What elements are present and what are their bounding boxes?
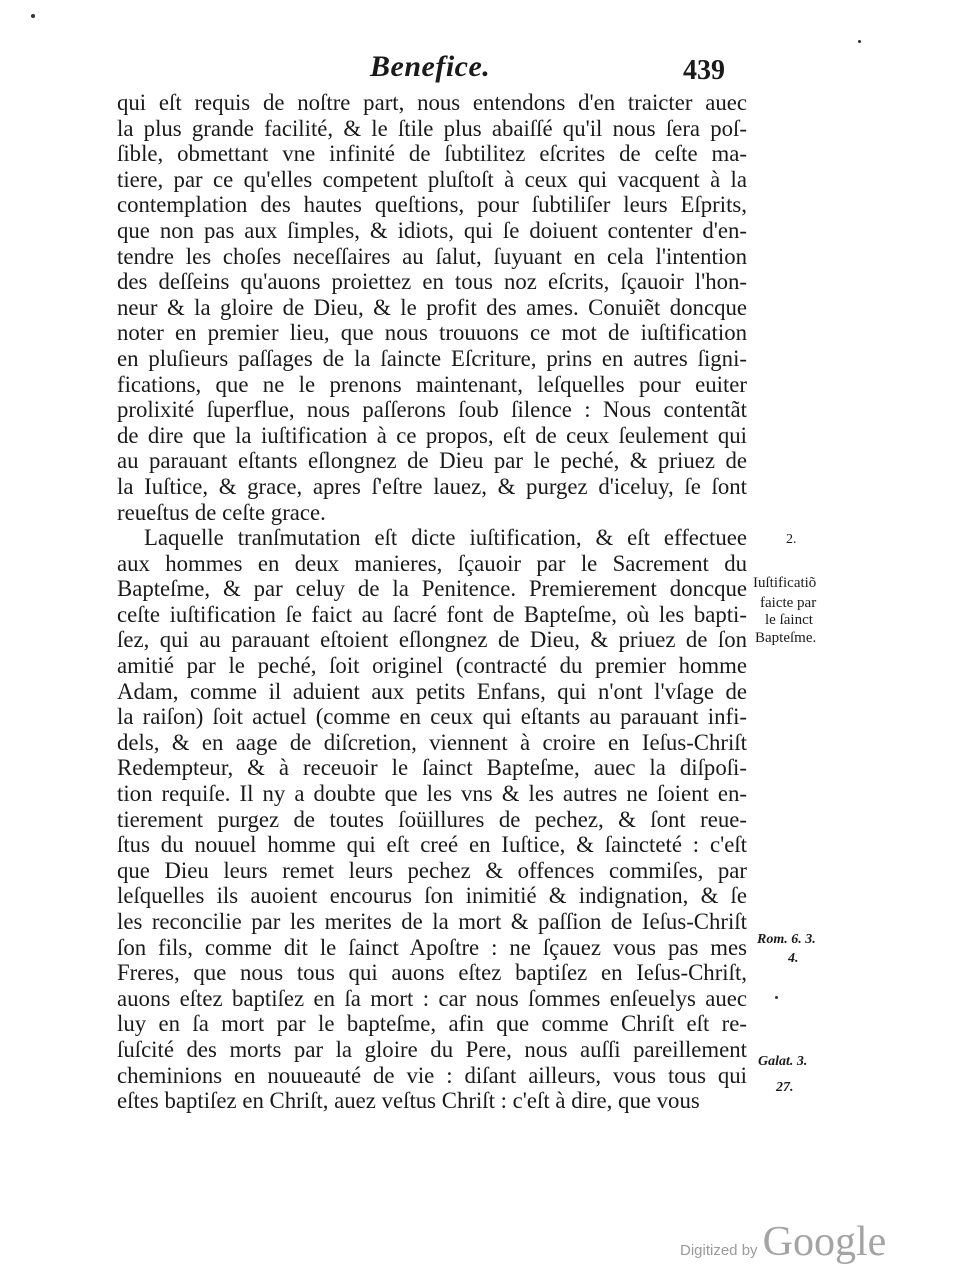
text-line: tierement purgez de toutes ſoüillures de pechez, & ſont reue- [117, 806, 747, 832]
text-line: luy en ſa mort par le bapteſme, afin que comme Chriſt eſt re- [117, 1011, 747, 1037]
text-line: qui eſt requis de noſtre part, nous entendons d'en traicter auec [117, 90, 747, 115]
text-line: dels, & en aage de diſcretion, viennent à croire en Ieſus-Chriſt [117, 729, 747, 755]
margin-heading-line-4: Bapteſme. [755, 630, 817, 646]
text-line: en pluſieurs paſſages de la ſaincte Eſcriture, prins en autres ſigni- [117, 345, 747, 371]
text-line: Freres, que nous tous qui auons eſtez baptiſez en Ieſus-Chriſt, [117, 960, 747, 986]
text-line: prolixité ſuperflue, nous paſſerons ſoub ſilence : Nous contentãt [117, 397, 747, 423]
page-number: 439 [683, 55, 725, 86]
text-line: que Dieu leurs remet leurs pechez & offences commiſes, par [117, 857, 747, 883]
margin-reference-galatians: Galat. 3. [758, 1054, 808, 1069]
text-line: les reconcilie par les merites de la mort & paſſion de Ieſus-Chriſt [117, 909, 747, 934]
text-line: la plus grande facilité, & le ſtile plus abaiſſé qu'il nous ſera poſ- [117, 115, 747, 141]
text-line: ceſte iuſtification ſe faict au ſacré font de Bapteſme, où les bapti- [117, 601, 747, 627]
text-line: cheminions en nouueauté de vie : diſant ailleurs, vous tous qui [117, 1062, 747, 1088]
text-line: tiere, par ce qu'elles competent pluſtoſt à ceux qui vacquent à la [117, 166, 747, 192]
text-line: la Iuſtice, & grace, apres ſ'eſtre lauez, & purgez d'iceluy, ſe ſont [117, 473, 747, 499]
digitized-watermark [680, 1218, 886, 1266]
text-line: Adam, comme il aduient aux petits Enfans, qui n'ont l'vſage de [117, 678, 747, 704]
text-line: amitié par le peché, ſoit originel (contracté du premier homme [117, 653, 747, 679]
watermark-prefix: Digitized by [680, 1242, 758, 1259]
margin-heading-line-1: Iuſtificatiõ [753, 575, 817, 591]
text-line: aux hommes en deux manieres, ſçauoir par le Sacrement du [117, 550, 747, 576]
text-line: reueſtus de ceſte grace. [117, 499, 326, 525]
text-line: Laquelle tranſmutation eſt dicte iuſtification, & eſt effectuee [144, 525, 747, 551]
text-line: leſquelles ils auoient encourus ſon inimitié & indignation, & ſe [117, 883, 747, 909]
scan-speck [858, 40, 861, 43]
text-line: noter en premier lieu, que nous trouuons ce mot de iuſtification [117, 320, 747, 346]
margin-reference-romans-verse: 4. [788, 951, 799, 966]
text-line: ſuſcité des morts par la gloire du Pere, nous auſſi pareillement [117, 1036, 747, 1062]
running-head-title: Benefice. [370, 50, 491, 83]
text-line: fications, que ne le prenons maintenant, leſquelles pour euiter [117, 371, 747, 397]
watermark-brand: Google [762, 1219, 887, 1265]
text-line: de dire que la iuſtification à ce propos, eſt de ceux ſeulement qui [117, 422, 747, 448]
text-line: des deſſeins qu'auons proiettez en tous noz eſcrits, ſçauoir l'hon- [117, 269, 747, 295]
text-line: neur & la gloire de Dieu, & le profit des ames. Conuiẽt doncque [117, 294, 747, 320]
body-text [117, 90, 747, 1114]
text-line: auons eſtez baptiſez en ſa mort : car nous ſommes enſeuelys auec [117, 985, 747, 1011]
text-line: la raiſon) ſoit actuel (comme en ceux qui eſtants au parauant infi- [117, 704, 747, 730]
margin-section-number: 2. [786, 532, 797, 547]
text-line: ſible, obmettant vne infinité de ſubtilitez eſcrites de ceſte ma- [117, 141, 747, 167]
text-line: eſtes baptiſez en Chriſt, auez veſtus Chriſt : c'eſt à dire, que vous [117, 1088, 700, 1114]
scan-speck [31, 14, 35, 18]
text-line: au parauant eſtants eſlongnez de Dieu par le peché, & priuez de [117, 448, 747, 474]
scan-speck [775, 996, 778, 999]
text-line: Redempteur, & à receuoir le ſainct Bapteſme, auec la diſpoſi- [117, 755, 747, 781]
text-line: ſon fils, comme dit le ſainct Apoſtre : ne ſçauez vous pas mes [117, 934, 747, 960]
text-line: Bapteſme, & par celuy de la Penitence. Premierement doncque [117, 576, 747, 602]
text-line: ſtus du nouuel homme qui eſt creé en Iuſtice, & ſaincteté : c'eſt [117, 832, 747, 858]
margin-heading-line-2: faicte par [760, 595, 817, 611]
text-line: tendre les choſes neceſſaires au ſalut, ſuyuant en cela l'intention [117, 243, 747, 269]
margin-reference-romans: Rom. 6. 3. [757, 932, 816, 947]
text-line: tion requiſe. Il ny a doubte que les vns & les autres ne ſoient en- [117, 781, 747, 807]
text-line: que non pas aux ſimples, & idiots, qui ſe doiuent contenter d'en- [117, 217, 747, 243]
margin-reference-galatians-verse: 27. [776, 1080, 794, 1095]
text-line: ſez, qui au parauant eſtoient eſlongnez de Dieu, & priuez de ſon [117, 627, 747, 653]
text-line: contemplation des hautes queſtions, pour ſubtiliſer leurs Eſprits, [117, 192, 747, 218]
margin-heading-line-3: le ſainct [765, 612, 813, 628]
